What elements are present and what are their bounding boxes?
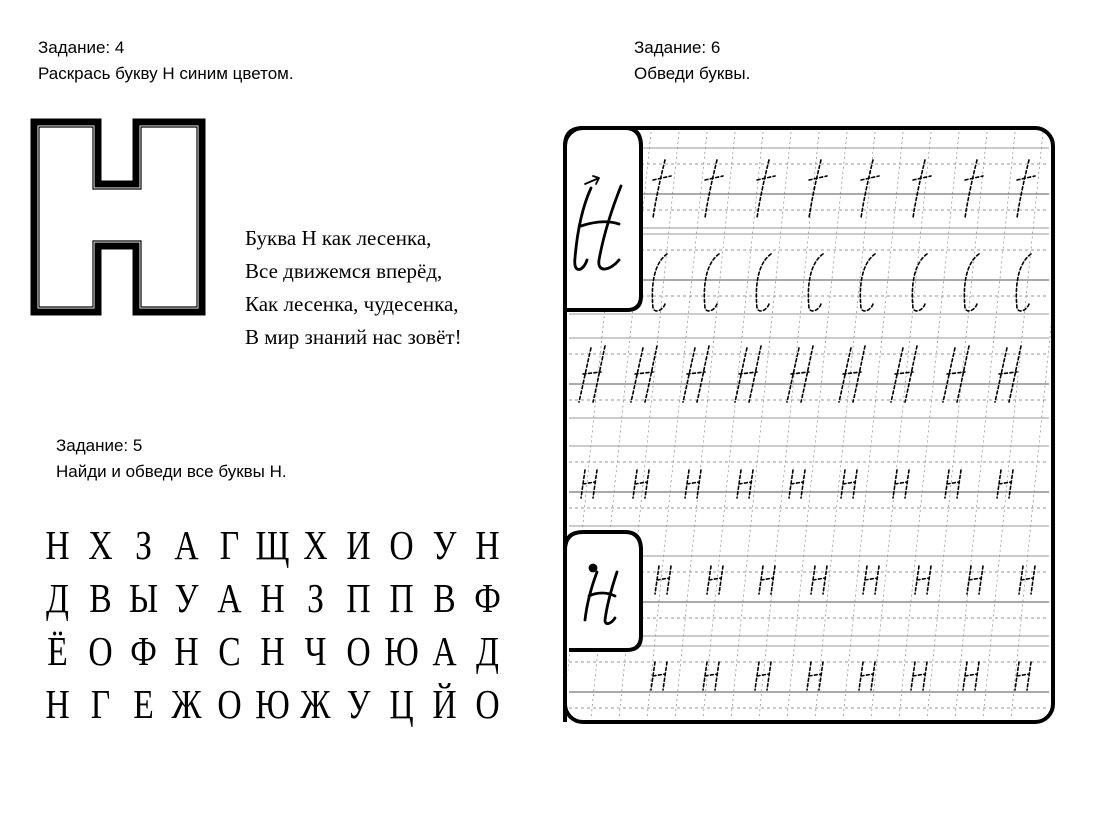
grid-letter[interactable]: Ы (128, 574, 159, 621)
poem-line: В мир знаний нас зовёт! (245, 325, 462, 349)
grid-letter[interactable]: Н (174, 627, 199, 674)
grid-letter[interactable]: Ю (384, 627, 419, 674)
task-4-instruction: Раскрась букву Н синим цветом. (38, 64, 294, 83)
grid-letter[interactable]: Г (219, 521, 240, 568)
poem-line: Все движемся вперёд, (245, 259, 443, 283)
grid-letter[interactable]: Ф (130, 627, 157, 674)
task-6-header (634, 35, 750, 87)
grid-letter[interactable]: В (89, 574, 112, 621)
task-5-instruction: Найди и обведи все буквы Н. (56, 462, 287, 481)
grid-row (36, 677, 509, 730)
grid-letter[interactable]: В (433, 574, 456, 621)
grid-letter[interactable]: Ж (300, 680, 331, 727)
grid-letter[interactable]: Н (45, 680, 70, 727)
grid-letter[interactable]: Й (432, 680, 457, 727)
grid-row (36, 624, 509, 677)
grid-letter[interactable]: О (217, 680, 242, 727)
grid-letter[interactable]: О (346, 627, 371, 674)
grid-letter[interactable]: Щ (255, 521, 290, 568)
grid-letter[interactable]: О (389, 521, 414, 568)
tracing-worksheet[interactable] (563, 126, 1055, 724)
grid-letter[interactable]: Г (90, 680, 111, 727)
grid-letter[interactable]: И (346, 521, 371, 568)
grid-letter[interactable]: А (432, 627, 457, 674)
grid-row (36, 518, 509, 571)
trace-letters (579, 160, 1035, 690)
task-6-instruction: Обведи буквы. (634, 64, 751, 83)
grid-row (36, 571, 509, 624)
poem-line: Как лесенка, чудесенка, (245, 292, 459, 316)
grid-letter[interactable]: Ф (474, 574, 501, 621)
grid-letter[interactable]: О (88, 627, 113, 674)
grid-letter[interactable]: А (174, 521, 199, 568)
grid-letter[interactable]: Н (45, 521, 70, 568)
grid-letter[interactable]: Ц (389, 680, 414, 727)
model-panel-lower (565, 532, 641, 722)
grid-letter[interactable]: П (389, 574, 414, 621)
task-5-title: Задание: 5 (56, 436, 143, 455)
grid-letter[interactable]: Х (303, 521, 328, 568)
grid-letter[interactable]: Ё (47, 627, 68, 674)
grid-letter[interactable]: Н (475, 521, 500, 568)
grid-letter[interactable]: Ю (255, 680, 290, 727)
poem-line: Буква Н как лесенка, (245, 226, 432, 250)
grid-letter[interactable]: Н (260, 574, 285, 621)
task-6-title: Задание: 6 (634, 38, 721, 57)
grid-letter[interactable]: Н (260, 627, 285, 674)
grid-letter[interactable]: Е (133, 680, 154, 727)
grid-letter[interactable]: З (307, 574, 324, 621)
letter-h-outline-icon (30, 118, 210, 318)
grid-letter[interactable]: А (217, 574, 242, 621)
grid-letter[interactable]: П (346, 574, 371, 621)
grid-letter[interactable]: Д (46, 574, 69, 621)
grid-letter[interactable]: Д (476, 627, 499, 674)
poem (245, 222, 462, 354)
task-4-title: Задание: 4 (38, 38, 125, 57)
grid-letter[interactable]: С (218, 627, 241, 674)
task-5-header (56, 433, 287, 485)
grid-letter[interactable]: Ж (171, 680, 202, 727)
grid-letter[interactable]: З (135, 521, 152, 568)
letter-search-grid (36, 518, 509, 730)
grid-letter[interactable]: Ч (304, 627, 327, 674)
grid-letter[interactable]: У (174, 574, 199, 621)
grid-letter[interactable]: У (432, 521, 457, 568)
grid-letter[interactable]: Х (88, 521, 113, 568)
task-4-header (38, 35, 294, 87)
grid-letter[interactable]: О (475, 680, 500, 727)
model-panel-upper (565, 128, 641, 310)
grid-letter[interactable]: У (346, 680, 371, 727)
